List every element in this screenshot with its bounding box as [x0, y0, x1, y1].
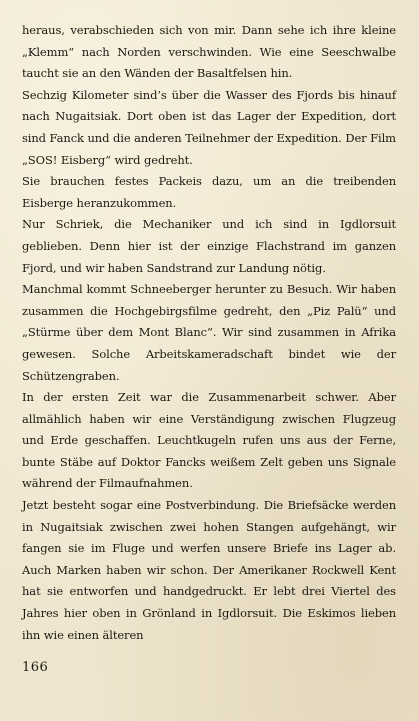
paragraph: Sechzig Kilometer sind’s über die Wasser des Fjords bis hinauf nach Nugaitsiak. Dort oben ist das Lager der Expedition, dort sind Fanck und die anderen Teilnehmer der Expedition. Der Film „SOS! Eisberg“ wird gedreht. [22, 87, 396, 167]
paragraph: heraus, verabschieden sich von mir. Dann sehe ich ihre kleine „Klemm“ nach Norden verschwinden. Wie eine Seeschwalbe taucht sie an den Wänden der Basaltfelsen hin. [22, 23, 396, 81]
paragraph: Nur Schriek, die Mechaniker und ich sind in Igdlorsuit geblieben. Denn hier ist der einzige Flachstrand im ganzen Fjord, und wir haben Sandstrand zur Landung nötig. [22, 217, 396, 275]
page-number: 166 [22, 660, 49, 675]
paragraph: Jetzt besteht sogar eine Postverbindung. Die Briefsäcke werden in Nugaitsiak zwischen zwei hohen Stangen aufgehängt, wir fangen sie im Fluge und werfen unsere Briefe ins Lager ab. Auch Marken haben wir schon. Der Amerikaner Rockwell Kent hat sie entworfen und handgedruckt. Er lebt drei Viertel des Jahres hier oben in Grönland in Igdlorsuit. Die Eskimos lieben ihn wie einen älteren [22, 498, 396, 642]
paragraph: Sie brauchen festes Packeis dazu, um an die treibenden Eisberge heranzukommen. [22, 174, 396, 210]
paragraph: In der ersten Zeit war die Zusammenarbeit schwer. Aber allmählich haben wir eine Verständigung zwischen Flugzeug und Erde geschaffen. Leuchtkugeln rufen uns aus der Ferne, bunte Stäbe auf Doktor Fancks weißem Zelt geben uns Signale während der Filmaufnahmen. [22, 390, 396, 491]
paragraph: Manchmal kommt Schneeberger herunter zu Besuch. Wir haben zusammen die Hochgebirgsfilme gedreht, den „Piz Palü“ und „Stürme über dem Mont Blanc“. Wir sind zusammen in Afrika gewesen. Solche Arbeitskameradschaft bindet wie der Schützengraben. [22, 282, 396, 383]
body-text [22, 20, 396, 646]
